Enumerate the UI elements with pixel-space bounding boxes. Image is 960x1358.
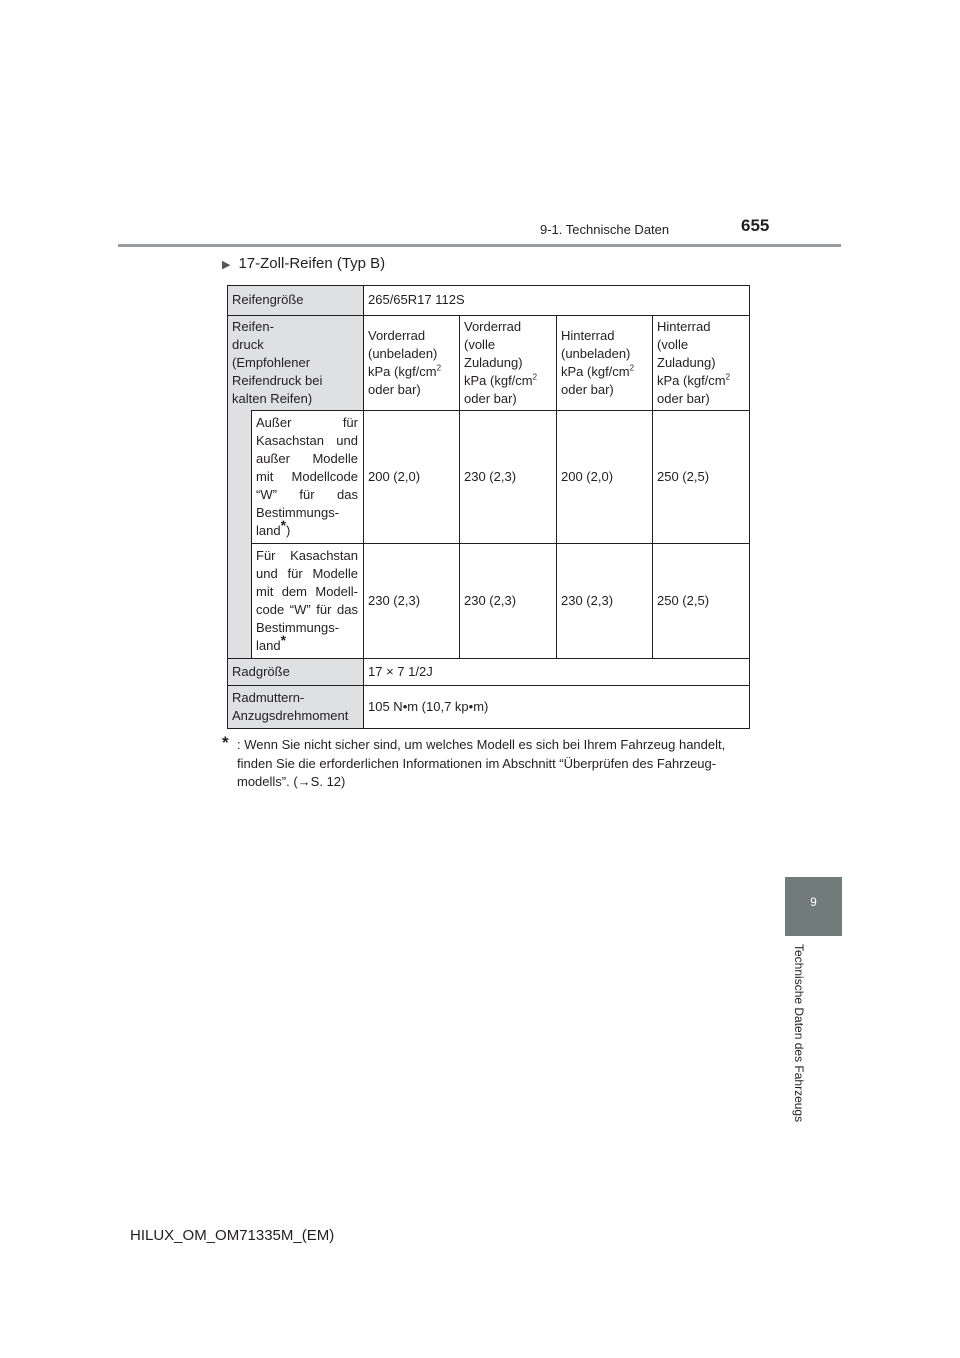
row2-label: [251, 543, 363, 658]
row1-value-front-unloaded: 200 (2,0): [368, 468, 421, 484]
header-rule: [118, 244, 841, 247]
row1-value-front-full: 230 (2,3): [464, 468, 517, 484]
row-label-line: land*: [256, 631, 287, 653]
subheading: [222, 255, 385, 272]
tire-spec-table: [227, 285, 750, 729]
col-header-line: oder bar): [561, 381, 614, 397]
row2-value-rear-full: 250 (2,5): [657, 592, 710, 608]
col-header-line: (volle: [464, 336, 496, 352]
col-header-line: kPa ($kgf/cm^2$: [657, 372, 731, 388]
row-label-line: Bestimmungs-: [256, 619, 340, 635]
rim-size-value: 17 × 7 1/2J: [368, 663, 433, 679]
col-header-line: kPa ($kgf/cm^2$: [464, 372, 538, 388]
triangle-bullet-icon: ▶: [222, 259, 231, 271]
pressure-label-line: kalten Reifen): [232, 390, 313, 406]
row1-value-rear-unloaded: 200 (2,0): [561, 468, 614, 484]
col-header-line: oder bar): [368, 381, 421, 397]
row2-value-front-unloaded: 230 (2,3): [368, 592, 421, 608]
row-label-line: land*): [256, 516, 291, 538]
asterisk-icon: *: [222, 733, 229, 752]
col-header-rear-unloaded: [556, 315, 652, 410]
section-title: 9-1. Technische Daten: [540, 222, 670, 237]
row-label-line: und für Modelle: [256, 565, 358, 581]
pressure-label: [227, 315, 363, 410]
rim-size-label: Radgröße: [232, 663, 290, 679]
chapter-number: 9: [810, 895, 817, 909]
col-header-line: kPa ($kgf/cm^2$: [368, 363, 442, 379]
torque-label: [227, 685, 363, 729]
subheading-text: 17-Zoll-Reifen (Typ B): [238, 255, 386, 272]
col-header-line: Vorderrad: [464, 318, 522, 334]
page-number: 655: [741, 216, 770, 235]
col-header-line: Zuladung): [464, 354, 523, 370]
row1-value-rear-full: 250 (2,5): [657, 468, 710, 484]
col-header-line: Zuladung): [657, 354, 716, 370]
footnote-text: : Wenn Sie nicht sicher sind, um welches Modell es sich bei Ihrem Fahrzeug handelt, finden Sie die erforderlichen Informationen im Abschnitt “Überprüfen des Fahrzeug-modells”. (→S. 12): [237, 737, 726, 789]
torque-label-line: Anzugsdrehmoment: [232, 708, 349, 723]
pressure-label-line: druck: [232, 336, 264, 352]
tire-size-value: 265/65R17 112S: [368, 292, 465, 307]
col-header-line: Vorderrad: [368, 327, 426, 343]
row-label-line: Kasachstan und: [256, 432, 358, 448]
row2-value-rear-unloaded: 230 (2,3): [561, 592, 614, 608]
row-label-line: außer Modelle: [256, 450, 358, 466]
col-header-front-unloaded: [363, 315, 459, 410]
pressure-label-line: (Empfohlener: [232, 354, 311, 370]
footnote: [222, 733, 752, 792]
col-header-rear-full-load: [652, 315, 750, 410]
col-header-line: kPa ($kgf/cm^2$: [561, 363, 635, 379]
row-label-line: mit dem Modell-: [256, 583, 358, 599]
row1-label: [251, 410, 363, 543]
col-header-front-full-load: [459, 315, 556, 410]
row-label-line: mit Modellcode: [256, 468, 358, 484]
tire-size-label: Reifengröße: [232, 292, 304, 307]
row-label-line: Außer für: [256, 414, 358, 430]
torque-label-line: Radmuttern-: [232, 690, 305, 705]
col-header-line: Hinterrad: [657, 318, 711, 334]
col-header-line: oder bar): [657, 390, 710, 406]
pressure-label-line: Reifen-: [232, 318, 274, 334]
col-header-line: oder bar): [464, 390, 517, 406]
col-header-line: Hinterrad: [561, 327, 615, 343]
col-header-line: (volle: [657, 336, 689, 352]
row-label-line: “W” für das: [256, 486, 358, 502]
pressure-label-line: Reifendruck bei: [232, 372, 323, 388]
chapter-label: Technische Daten des Fahrzeugs: [792, 944, 806, 1123]
row-label-line: code “W” für das: [256, 601, 358, 617]
model-code: HILUX_OM_OM71335M_(EM): [130, 1227, 335, 1244]
row-label-line: Bestimmungs-: [256, 504, 340, 520]
torque-value: 105 N•m (10,7 kp•m): [368, 699, 489, 714]
row-label-line: Für Kasachstan: [256, 547, 358, 563]
col-header-line: (unbeladen): [561, 345, 631, 361]
row2-value-front-full: 230 (2,3): [464, 592, 517, 608]
col-header-line: (unbeladen): [368, 345, 438, 361]
